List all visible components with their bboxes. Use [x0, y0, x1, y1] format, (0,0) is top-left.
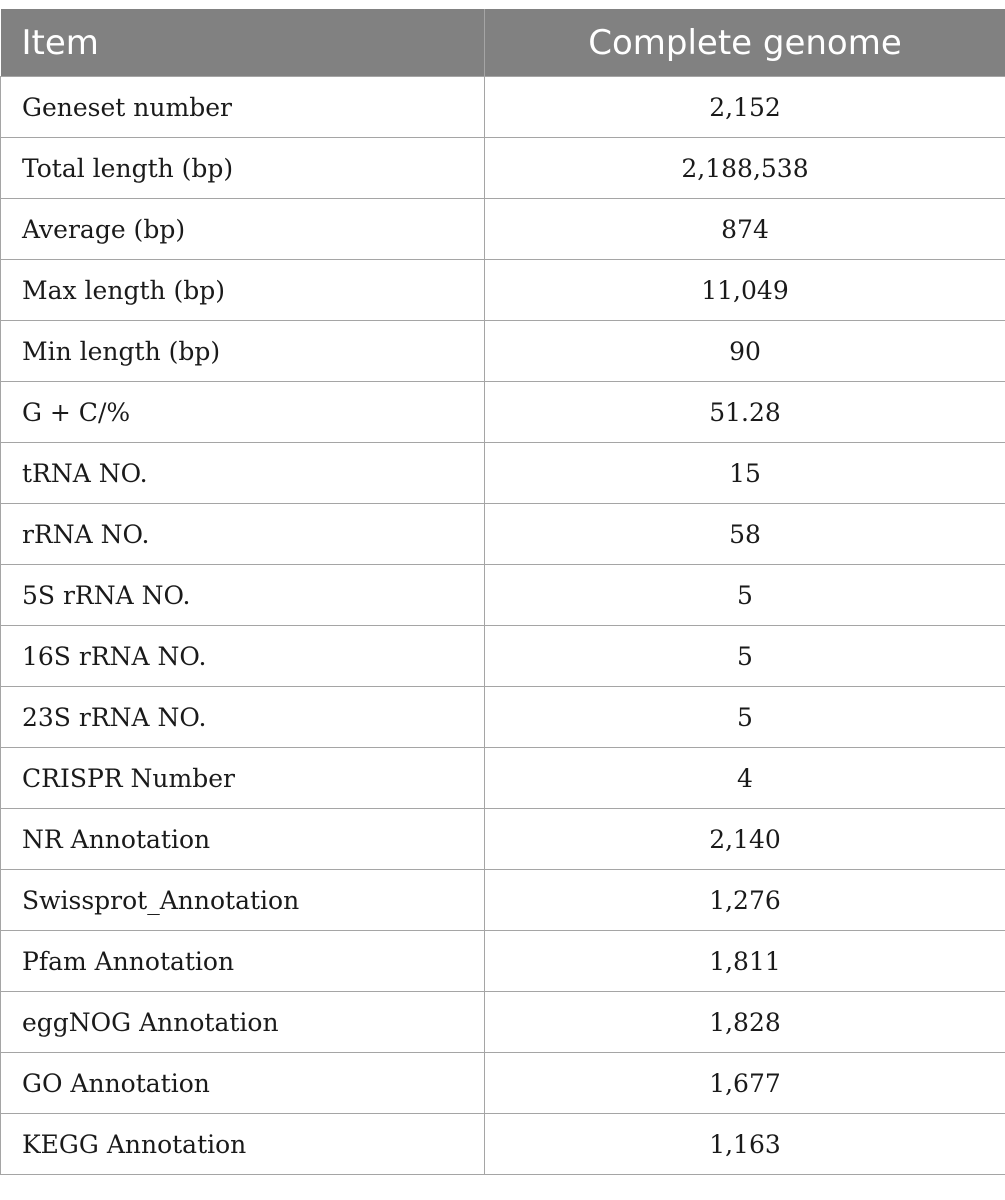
- table-row: [1, 748, 1005, 809]
- row-value: 5: [485, 687, 1005, 748]
- row-item-label: GO Annotation: [1, 1053, 485, 1114]
- table-row: [1, 1053, 1005, 1114]
- row-value: 1,811: [485, 931, 1005, 992]
- table-header: [1, 9, 1005, 77]
- table-row: [1, 870, 1005, 931]
- row-value: 5: [485, 626, 1005, 687]
- table-row: [1, 199, 1005, 260]
- table-row: [1, 77, 1005, 138]
- row-item-label: Max length (bp): [1, 260, 485, 321]
- row-item-label: 16S rRNA NO.: [1, 626, 485, 687]
- row-item-label: tRNA NO.: [1, 443, 485, 504]
- table-row: [1, 565, 1005, 626]
- table-row: [1, 809, 1005, 870]
- row-item-label: 23S rRNA NO.: [1, 687, 485, 748]
- row-item-label: CRISPR Number: [1, 748, 485, 809]
- table-row: [1, 443, 1005, 504]
- table-row: [1, 687, 1005, 748]
- row-value: 1,828: [485, 992, 1005, 1053]
- row-item-label: 5S rRNA NO.: [1, 565, 485, 626]
- row-value: 2,140: [485, 809, 1005, 870]
- row-item-label: KEGG Annotation: [1, 1114, 485, 1175]
- row-item-label: Pfam Annotation: [1, 931, 485, 992]
- row-value: 2,152: [485, 77, 1005, 138]
- table-row: [1, 504, 1005, 565]
- row-value: 51.28: [485, 382, 1005, 443]
- genome-stats-table: [0, 9, 1005, 1175]
- table-row: [1, 931, 1005, 992]
- row-item-label: NR Annotation: [1, 809, 485, 870]
- header-item: Item: [1, 9, 485, 77]
- row-item-label: Swissprot_Annotation: [1, 870, 485, 931]
- row-value: 4: [485, 748, 1005, 809]
- row-item-label: Geneset number: [1, 77, 485, 138]
- row-item-label: Total length (bp): [1, 138, 485, 199]
- table-body: [1, 77, 1005, 1175]
- table-row: [1, 321, 1005, 382]
- row-value: 58: [485, 504, 1005, 565]
- row-value: 2,188,538: [485, 138, 1005, 199]
- row-item-label: rRNA NO.: [1, 504, 485, 565]
- row-item-label: Min length (bp): [1, 321, 485, 382]
- genome-table-container: [0, 9, 1005, 1175]
- table-row: [1, 992, 1005, 1053]
- row-item-label: G + C/%: [1, 382, 485, 443]
- row-value: 5: [485, 565, 1005, 626]
- table-row: [1, 138, 1005, 199]
- row-item-label: Average (bp): [1, 199, 485, 260]
- table-row: [1, 260, 1005, 321]
- row-value: 1,163: [485, 1114, 1005, 1175]
- table-row: [1, 1114, 1005, 1175]
- row-value: 1,276: [485, 870, 1005, 931]
- table-row: [1, 626, 1005, 687]
- row-value: 15: [485, 443, 1005, 504]
- row-value: 90: [485, 321, 1005, 382]
- row-value: 1,677: [485, 1053, 1005, 1114]
- header-complete-genome: Complete genome: [485, 9, 1005, 77]
- header-row: [1, 9, 1005, 77]
- row-item-label: eggNOG Annotation: [1, 992, 485, 1053]
- row-value: 11,049: [485, 260, 1005, 321]
- table-row: [1, 382, 1005, 443]
- row-value: 874: [485, 199, 1005, 260]
